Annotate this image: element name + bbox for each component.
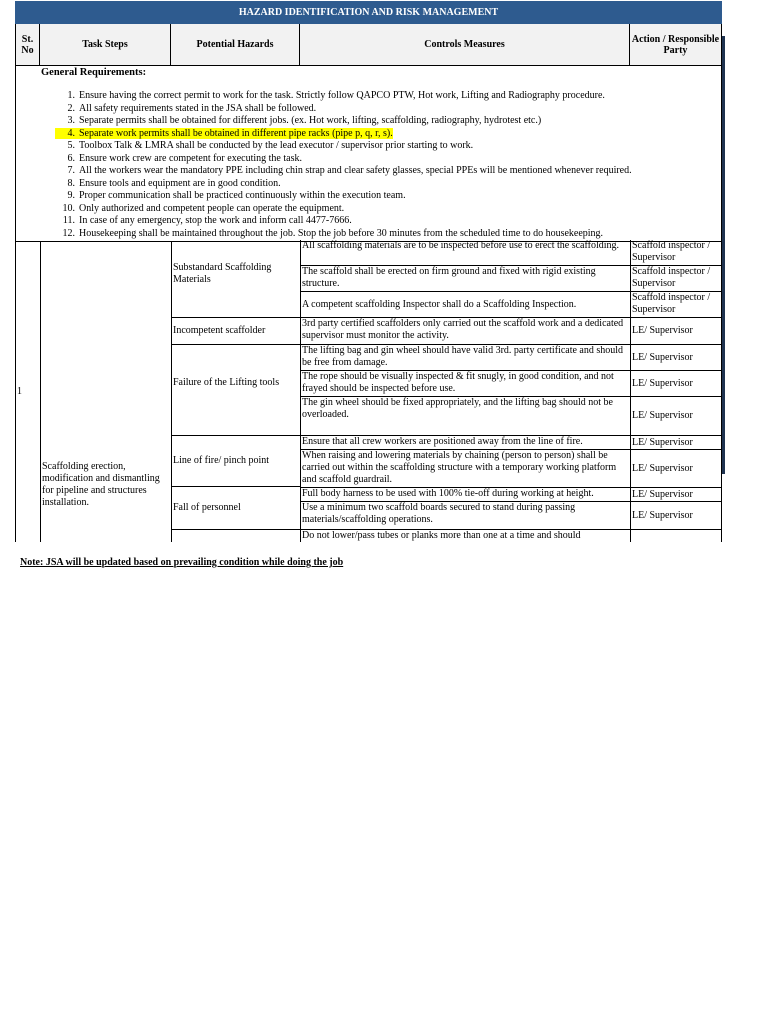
responsible-party: Scaffold inspector / Supervisor [631,266,721,292]
responsible-party: LE/ Supervisor [631,502,721,530]
responsible-party: LE/ Supervisor [631,345,721,371]
header-action-party: Action / Responsible Party [630,24,722,66]
header-controls-measures: Controls Measures [300,24,630,66]
control-measure: 3rd party certified scaffolders only carried out the scaffold work and a dedicated supervisor must monitor the activity. [301,318,630,345]
list-item: 2. All safety requirements stated in the JSA shall be followed. [67,102,317,114]
control-measure: The scaffold shall be erected on firm ground and fixed with rigid existing structure. [301,266,630,292]
list-item: 6. Ensure work crew are competent for executing the task. [67,152,302,164]
sheet-edge-bar [722,36,725,474]
responsible-party: LE/ Supervisor [631,436,721,450]
footer-note: Note: JSA will be updated based on prevailing condition while doing the job [20,557,344,568]
responsible-party: Scaffold inspector / Supervisor [631,292,721,318]
header-task-steps: Task Steps [40,24,171,66]
control-measure: Use a minimum two scaffold boards secured to stand during passing materials/scaffolding operations. [301,502,630,530]
control-measure: A competent scaffolding Inspector shall do a Scaffolding Inspection. [301,292,630,318]
list-item: 10. Only authorized and competent people can operate the equipment. [62,202,345,214]
row-sno: 1 [17,386,22,397]
general-requirements-list [55,90,632,240]
list-item: 12. Housekeeping shall be maintained throughout the job. Stop the job before 30 minutes from the scheduled time to do housekeeping. [62,227,604,239]
list-item: 1. Ensure having the correct permit to work for the task. Strictly follow QAPCO PTW, Hot work, Lifting and Radiography procedure. [67,90,605,101]
control-measure: Ensure that all crew workers are positioned away from the line of fire. [301,436,630,450]
list-item: 9. Proper communication shall be practiced continuously within the execution team. [67,190,406,201]
responsible-party: LE/ Supervisor [631,318,721,345]
list-item: 3. Separate permits shall be obtained for different jobs. (ex. Hot work, lifting, scaffolding, radiography, hydrotest etc.) [67,115,542,126]
control-measure: The gin wheel should be fixed appropriately, and the lifting bag should not be overloaded. [301,397,630,436]
list-item: 5. Toolbox Talk & LMRA shall be conducted by the lead executor / supervisor prior starting to work. [67,140,474,151]
list-item: 11. In case of any emergency, stop the work and inform call 4477-7666. [62,215,352,226]
header-sno: St. No [15,24,40,66]
responsible-party: Scaffold inspector / Supervisor [631,240,721,266]
sheet-title: HAZARD IDENTIFICATION AND RISK MANAGEMENT [15,1,722,24]
responsible-party: LE/ Supervisor [631,397,721,436]
task-step: Scaffolding erection, modification and dismantling for pipeline and structures installation. [42,460,160,508]
hazard-fall-of-personnel: Fall of personnel [172,487,300,530]
hazard-substandard-materials: Substandard Scaffolding Materials [172,242,300,318]
control-measure: All scaffolding materials are to be inspected before use to erect the scaffolding. [301,240,630,266]
list-item-highlighted: 4. Separate work permits shall be obtained in different pipe racks (pipe p, q, r, s). [55,128,632,141]
general-requirements [15,66,722,242]
control-measure: The lifting bag and gin wheel should have valid 3rd. party certificate and should be free from damage. [301,345,630,371]
jsa-sheet [15,1,722,542]
header-potential-hazards: Potential Hazards [171,24,300,66]
control-measure: When raising and lowering materials by chaining (person to person) shall be carried out within the scaffolding structure with a temporary working platform and scaffold guardrail. [301,450,630,488]
hazard-incompetent-scaffolder: Incompetent scaffolder [172,318,300,345]
hazard-line-of-fire: Line of fire/ pinch point [172,436,300,487]
list-item: 7. All the workers wear the mandatory PPE including chin strap and clear safety glasses, special PPEs will be mentioned whenever required. [67,165,632,176]
general-requirements-title: General Requirements: [41,67,147,78]
responsible-party: LE/ Supervisor [631,371,721,397]
hazard-lifting-tools: Failure of the Lifting tools [172,345,300,436]
control-measure: The rope should be visually inspected & fit snugly, in good condition, and not frayed should be inspected before use. [301,371,630,397]
control-measure: Do not lower/pass tubes or planks more than one at a time and should [302,530,581,541]
control-measure: Full body harness to be used with 100% tie-off during working at height. [301,488,630,502]
responsible-party: LE/ Supervisor [631,450,721,488]
responsible-party: LE/ Supervisor [631,488,721,502]
list-item: 8. Ensure tools and equipment are in good condition. [67,177,281,189]
